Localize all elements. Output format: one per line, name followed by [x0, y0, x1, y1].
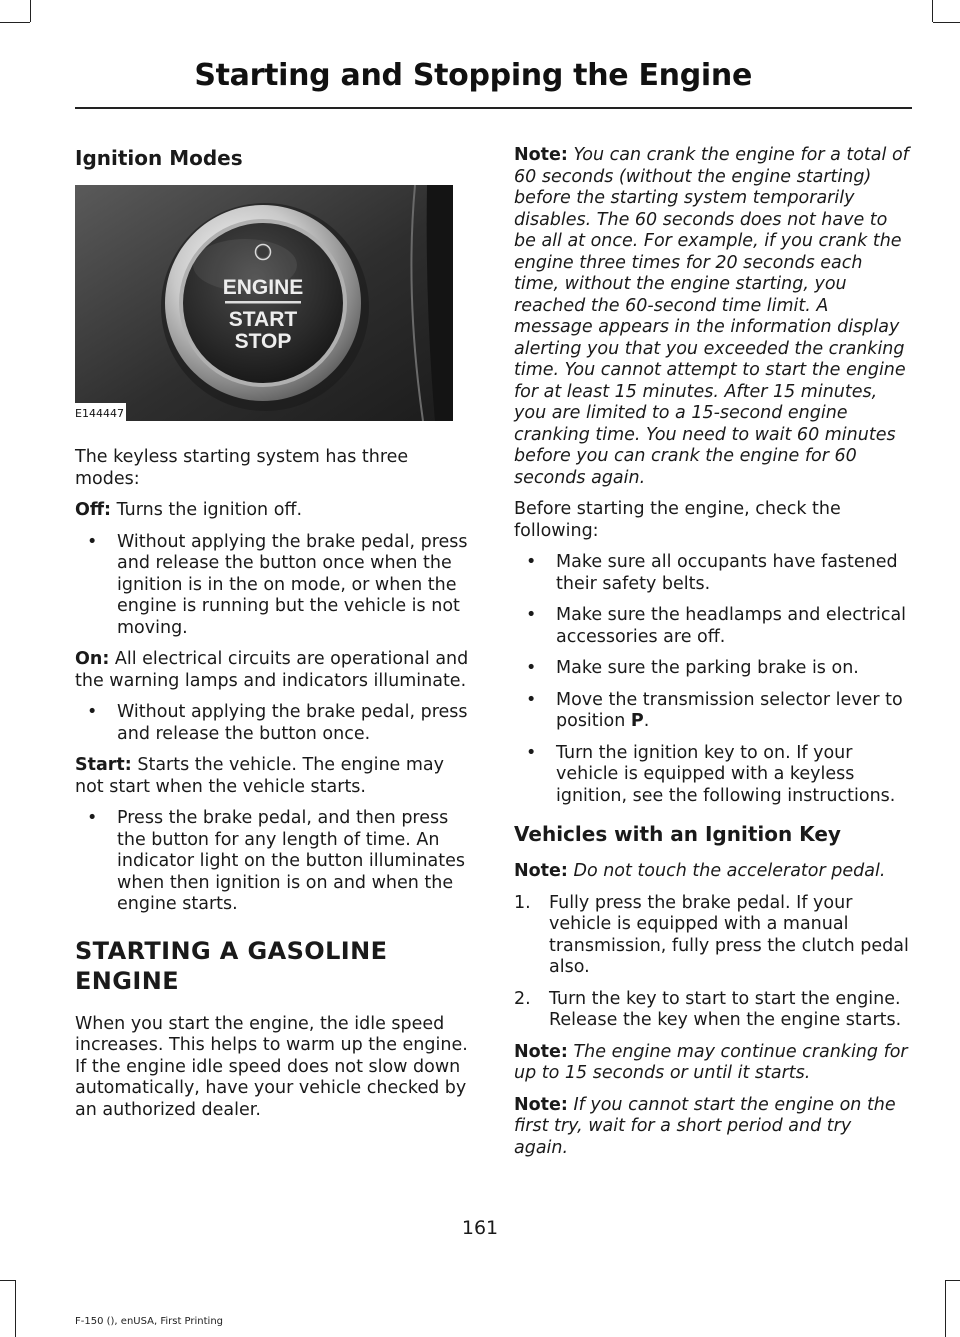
note-label: Note: [514, 1094, 568, 1115]
ignition-key-heading: Vehicles with an Ignition Key [514, 822, 841, 846]
check-intro: Before starting the engine, check the following: [514, 499, 841, 541]
page-title: Starting and Stopping the Engine [194, 58, 752, 93]
crop-mark [946, 1280, 960, 1281]
section-heading-line1: STARTING A GASOLINE [75, 936, 388, 965]
header-rule [75, 107, 912, 109]
bullet-marker: • [526, 742, 537, 763]
step-text: Turn the key to start to start the engine. Release the key when the engine starts. [549, 988, 902, 1030]
figure-id: E144447 [75, 403, 126, 425]
crop-mark [0, 1280, 15, 1281]
section-heading-line2: ENGINE [75, 966, 179, 995]
section-heading [75, 936, 475, 996]
intro-paragraph: The keyless starting system has three modes: [75, 447, 409, 489]
step-text: Fully press the brake pedal. If your vehicle is equipped with a manual transmission, fully press the clutch pedal also. [549, 892, 909, 977]
ignition-modes-heading: Ignition Modes [75, 146, 243, 170]
button-start-label: START [228, 308, 298, 331]
off-mode-paragraph [75, 500, 475, 522]
crop-mark [15, 1280, 16, 1337]
step-item [514, 893, 910, 979]
note-accelerator [514, 861, 910, 883]
note-label: Note: [514, 1041, 568, 1062]
off-label: Off: [75, 500, 112, 520]
engine-start-button-figure [75, 185, 453, 421]
crop-mark [0, 22, 30, 23]
bullet-marker: • [526, 658, 537, 678]
check-item-text: Make sure the parking brake is on. [556, 658, 859, 678]
footer-text: F-150 (), enUSA, First Printing [75, 1316, 224, 1327]
note-text: Do not touch the accelerator pedal. [567, 861, 886, 881]
left-column [75, 145, 475, 1131]
step-number: 2. [514, 988, 531, 1009]
check-item [514, 605, 910, 648]
crop-mark [932, 0, 933, 22]
note-cranking [514, 145, 910, 489]
note-label: Note: [514, 145, 568, 165]
on-mode-paragraph [75, 649, 475, 692]
engine-start-button-illustration [75, 185, 453, 421]
crop-mark [933, 22, 960, 23]
section-paragraph: When you start the engine, the idle speed increases. This helps to warm up the engine. If the engine idle speed does not slow down automatically, have your vehicle checked by an authorized dealer. [75, 1013, 468, 1120]
on-label: On: [75, 649, 110, 669]
check-item-text: Move the transmission selector lever to position [556, 689, 903, 731]
page-number: 161 [461, 1217, 499, 1239]
bullet-marker: • [526, 552, 537, 572]
check-item [514, 658, 910, 680]
button-stop-label: STOP [234, 330, 292, 353]
park-position: P [630, 711, 644, 731]
note-text: You can crank the engine for a total of 60 seconds (without the engine starting) before the starting system temporarily disables. The 60 seconds does not have to be all at once. For example, if you crank the engine three times for 20 seconds each time, without the engine starting, you reached the 60-second time limit. A message appears in the information display alerting you that you exceeded the cranking time. You cannot attempt to start the engine for at least 15 minutes. After 15 minutes, you are limited to a 15-second engine cranking time. You need to wait 60 minutes before you can crank the engine for 60 seconds again. [514, 145, 909, 488]
start-label: Start: [75, 755, 132, 775]
start-mode-paragraph [75, 755, 475, 798]
note-text: If you cannot start the engine on the first try, wait for a short period and try again. [514, 1094, 896, 1158]
crop-mark [30, 0, 31, 22]
on-bullet [75, 702, 475, 745]
check-item-text: Turn the ignition key to on. If your vehicle is equipped with a keyless ignition, see the following instructions. [556, 742, 896, 806]
right-column [514, 145, 910, 1169]
bullet-marker: • [526, 605, 537, 625]
button-engine-label: ENGINE [222, 276, 304, 299]
check-item-text: Make sure the headlamps and electrical accessories are off. [556, 605, 907, 647]
check-item-text: Make sure all occupants have fastened their safety belts. [556, 552, 898, 594]
check-item [514, 552, 910, 595]
step-number: 1. [514, 892, 531, 913]
off-bullet [75, 532, 475, 640]
check-item [514, 690, 910, 733]
bullet-marker: • [526, 689, 537, 710]
bullet-marker: • [87, 702, 98, 722]
check-item [514, 743, 910, 808]
on-text: All electrical circuits are operational and the warning lamps and indicators illuminate. [75, 649, 469, 691]
note-cranking-duration [514, 1042, 910, 1085]
off-bullet-text: Without applying the brake pedal, press and release the button once when the ignition is in the on mode, or when the engine is running but the vehicle is not moving. [117, 531, 468, 638]
start-bullet-text: Press the brake pedal, and then press the button for any length of time. An indicator light on the button illuminates when then ignition is on and when the engine starts. [117, 808, 466, 914]
bullet-marker: • [87, 808, 98, 828]
bullet-marker: • [87, 531, 98, 552]
on-bullet-text: Without applying the brake pedal, press and release the button once. [117, 702, 468, 744]
off-text: Turns the ignition off. [111, 500, 303, 520]
note-retry [514, 1095, 910, 1160]
check-item-end: . [643, 711, 650, 731]
crop-mark [945, 1280, 946, 1337]
note-label: Note: [514, 861, 568, 881]
start-bullet [75, 808, 475, 916]
step-item [514, 989, 910, 1032]
note-text: The engine may continue cranking for up to 15 seconds or until it starts. [514, 1041, 908, 1083]
start-text: Starts the vehicle. The engine may not start when the vehicle starts. [75, 755, 444, 797]
